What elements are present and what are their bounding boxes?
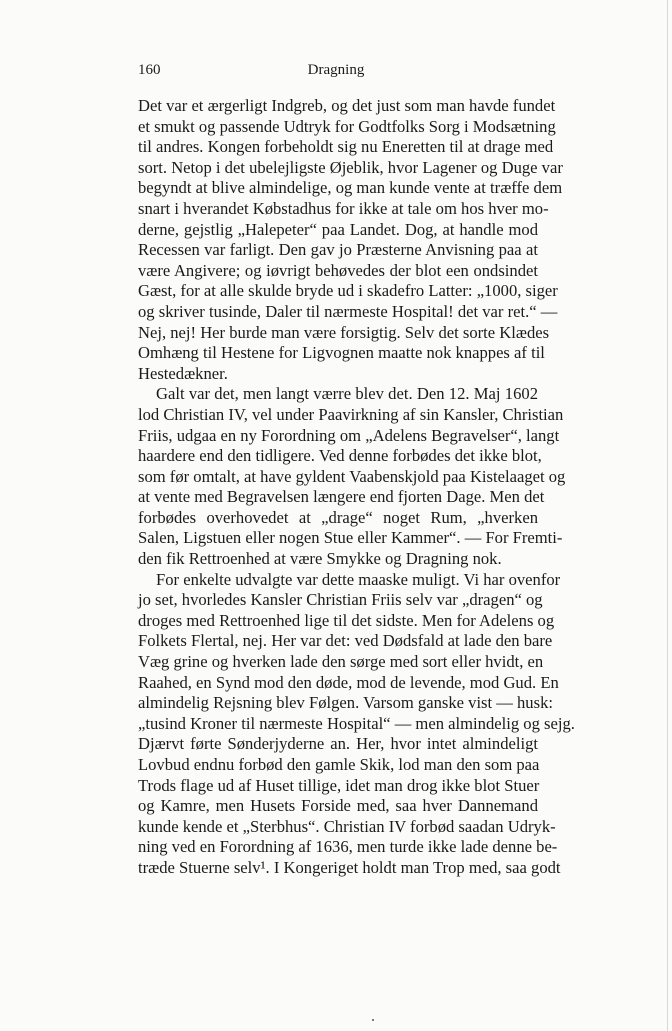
text-line: Folkets Flertal, nej. Her var det: ved Dødsfald at lade den bare [138,631,553,651]
text-line: Galt var det, men langt værre blev det. Den 12. Maj 1602 [156,384,538,404]
text-line: Trods flage ud af Huset tillige, idet man drog ikke blot Stuer [138,775,540,795]
text-line: og Kamre, men Husets Forside med, saa hver Dannemand [138,796,538,816]
text-line: almindelig Rejsning blev Følgen. Varsom ganske vist — husk: [138,693,553,713]
page-number: 160 [138,62,161,78]
text-line: Lovbud endnu forbød den gamle Skik, lod man den som paa [138,755,540,774]
text-line: Recessen var farligt. Den gav jo Præsterne Anvisning paa at [138,240,538,260]
text-line: den fik Rettroenhed at være Smykke og Dragning nok. [138,549,502,569]
text-line: Raahed, en Synd mod den døde, mod de levende, mod Gud. En [138,672,559,692]
text-line: Det var et ærgerligt Indgreb, og det just som man havde fundet [138,96,556,115]
text-line: som før omtalt, at have gyldent Vaabenskjold paa Kistelaaget og [138,466,566,486]
text-line: „tusind Kroner til nærmeste Hospital“ — men almindelig og sejg. [138,713,575,733]
running-title: Dragning [307,62,365,78]
text-line: sort. Netop i det ubelejligste Øjeblik, hvor Lagener og Duge var [138,157,563,177]
text-line: Djærvt førte Sønderjyderne an. Her, hvor intet almindeligt [138,734,538,754]
page-header [138,62,534,82]
text-line: ning ved en Forordning af 1636, men turde ikke lade denne be- [138,837,558,857]
page-edge-line [667,0,668,1031]
text-line: jo set, hvorledes Kansler Christian Friis selv var „dragen“ og [138,590,543,610]
text-line: For enkelte udvalgte var dette maaske muligt. Vi har ovenfor [156,569,561,589]
text-line: Væg grine og hverken lade den sørge med sort eller hvidt, en [138,652,544,672]
text-line: Friis, udgaa en ny Forordning om „Adelens Begravelser“, langt [138,425,560,445]
text-line: forbødes overhovedet at „drage“ noget Rum, „hverken [138,507,538,527]
text-line: droges med Rettroenhed lige til det sidste. Men for Adelens og [138,610,555,630]
text-line: Hestedækner. [138,363,228,383]
text-line: til andres. Kongen forbeholdt sig nu Eneretten til at drage med [138,137,554,157]
text-line: Salen, Ligstuen eller nogen Stue eller Kammer“. — For Fremti- [138,528,563,548]
text-line: at vente med Begravelsen længere end fjorten Dage. Men det [138,487,545,507]
text-line: Gæst, for at alle skulde bryde ud i skadefro Latter: „1000, siger [138,281,558,301]
text-line: være Angivere; og iøvrigt behøvedes der blot een ondsindet [138,260,538,280]
text-line: derne, gejstlig „Halepeter“ paa Landet. Dog, at handle mod [138,219,538,239]
body-text [138,96,575,879]
scan-speck [372,1019,374,1021]
text-line: træde Stuerne selv¹. I Kongeriget holdt man Trop med, saa godt [138,857,561,877]
text-line: lod Christian IV, vel under Paavirkning af sin Kansler, Christian [138,404,564,424]
text-line: Omhæng til Hestene for Ligvognen maatte nok knappes af til [138,343,545,363]
text-line: begyndt at blive almindelige, og man kunde vente at træffe dem [138,178,563,198]
text-line: kunde kende et „Sterbhus“. Christian IV forbød saadan Udryk- [138,816,556,836]
text-line: haardere end den tidligere. Ved denne forbødes det ikke blot, [138,446,542,466]
text-line: Nej, nej! Her burde man være forsigtig. Selv det sorte Klædes [138,322,550,342]
text-line: et smukt og passende Udtryk for Godtfolks Sorg i Modsætning [138,116,556,136]
text-line: snart i hverandet Købstadhus for ikke at tale om hos hver mo- [138,198,549,218]
text-line: og skriver tusinde, Daler til nærmeste Hospital! det var ret.“ — [138,301,558,321]
